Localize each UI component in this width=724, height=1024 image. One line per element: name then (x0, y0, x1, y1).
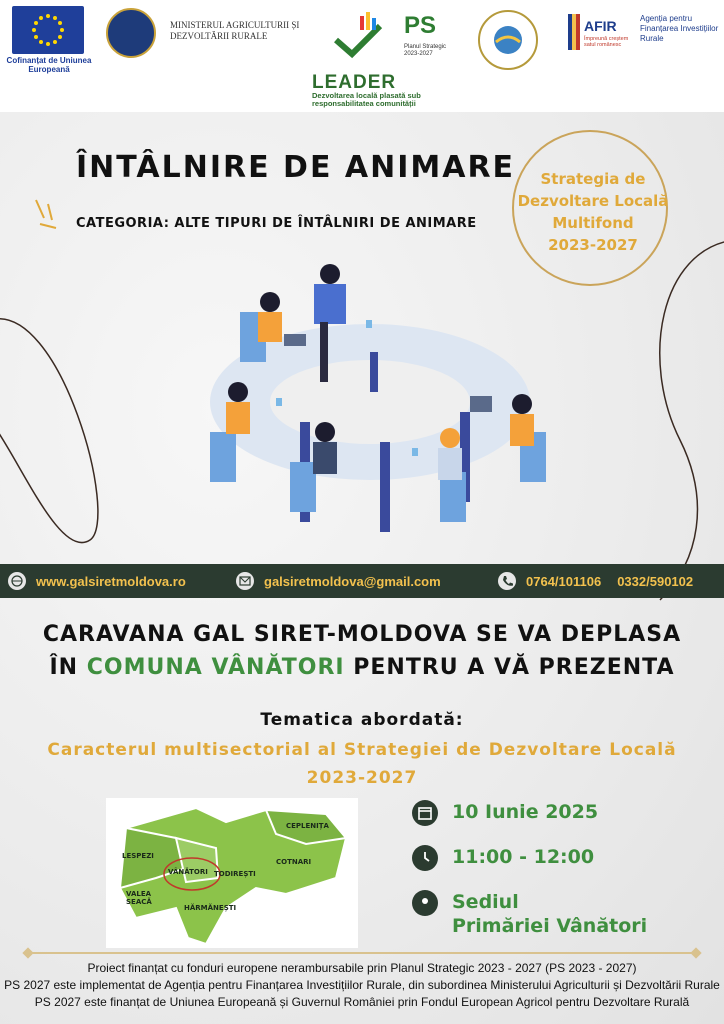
contact-website[interactable] (8, 564, 186, 598)
map-label: TODIREȘTI (214, 870, 256, 878)
tematica-line-1: Caracterul multisectorial al Strategiei de Dezvoltare Locală (47, 740, 677, 760)
strategy-text (512, 168, 674, 256)
footer-line-2: PS 2027 este implementat de Agenția pentru Finanțarea Investițiilor Rurale, din subordinea Ministerului Agriculturii și Dezvoltării Rurale (4, 978, 720, 992)
leader-title: LEADER (312, 72, 397, 93)
event-time (412, 845, 594, 871)
website-link[interactable]: www.galsiretmoldova.ro (36, 573, 186, 589)
announcement-suffix: PENTRU A VĂ PREZENTA (344, 655, 675, 680)
afir-tagline: Împreună creștem satul românesc (584, 36, 629, 48)
calendar-icon (412, 800, 438, 826)
strategy-line: Strategia de (540, 170, 646, 188)
email-link[interactable]: galsiretmoldova@gmail.com (264, 573, 441, 589)
footer-divider (28, 952, 698, 954)
afir-emblem-icon (566, 14, 582, 50)
clock-icon (412, 845, 438, 871)
afir-name: AFIR (584, 18, 617, 34)
strategy-line: Multifond (552, 214, 634, 232)
contact-email[interactable] (236, 564, 441, 598)
announcement-line-1: CARAVANA GAL SIRET-MOLDOVA SE VA DEPLASA (42, 622, 682, 647)
event-category: CATEGORIA: ALTE TIPURI DE ÎNTÂLNIRI DE ANIMARE (76, 216, 477, 231)
contact-phones (498, 564, 693, 598)
romanian-government-logo (106, 8, 156, 58)
location-line-1: Sediul (452, 891, 519, 913)
footer (0, 960, 724, 1011)
announcement-highlight: COMUNA VÂNĂTORI (86, 655, 345, 680)
afir-agency: Agenția pentru Finanțarea Investițiilor Rurale (640, 14, 719, 43)
announcement (0, 618, 724, 684)
phone-number-1[interactable]: 0764/101106 (526, 573, 602, 589)
location-pin-icon (412, 890, 438, 916)
announcement-line-2 (0, 651, 724, 684)
map-label: LESPEZI (122, 852, 154, 860)
event-location (412, 890, 647, 938)
map-label: CEPLENIȚA (286, 822, 329, 830)
event-date (412, 800, 598, 826)
tematica-label: Tematica abordată: (260, 710, 464, 730)
footer-line-1: Proiect finanțat cu fonduri europene nerambursabile prin Planul Strategic 2023 - 2027 (PS 2023 - 2027) (87, 961, 637, 975)
phone-number-2[interactable]: 0332/590102 (617, 573, 694, 589)
time-text: 11:00 - 12:00 (452, 846, 595, 868)
eu-flag-logo (12, 6, 84, 54)
phone-icon (498, 572, 516, 590)
ps-logo (330, 10, 460, 70)
region-map (106, 798, 358, 948)
date-text: 10 Iunie 2025 (452, 801, 599, 823)
eu-caption: Cofinanțat de Uniunea Europeană (6, 56, 92, 74)
leader-subtitle: Dezvoltarea locală plasată sub responsabilitatea comunității (312, 91, 421, 108)
ministry-name: MINISTERUL AGRICULTURII ȘI DEZVOLTĂRII RURALE (170, 20, 300, 41)
map-label: HĂRMĂNEȘTI (184, 904, 237, 912)
page-title: ÎNTÂLNIRE DE ANIMARE (76, 150, 516, 185)
strategy-line: Dezvoltare Locală (517, 192, 669, 210)
ps-logo-text: PS (404, 12, 437, 39)
location-text (452, 890, 647, 938)
mail-icon (236, 572, 254, 590)
gal-round-logo (478, 10, 538, 70)
meeting-illustration (180, 262, 560, 552)
map-label: VÂNĂTORI (168, 868, 208, 876)
announcement-prefix: ÎN (49, 655, 87, 680)
map-label: COTNARI (276, 858, 312, 866)
location-line-2: Primăriei Vânători (452, 915, 648, 937)
tematica-text (20, 736, 704, 792)
footer-line-3: PS 2027 este finanțat de Uniunea Europeană și Guvernul României prin Fondul European Agricol pentru Dezvoltare Rurală (34, 995, 690, 1009)
ps-logo-caption: Planul Strategic 2023-2027 (404, 44, 447, 57)
strategy-line: 2023-2027 (548, 236, 638, 254)
tematica-line-2: 2023-2027 (306, 768, 418, 788)
globe-icon (8, 572, 26, 590)
map-label: VALEA SEACĂ (126, 890, 152, 906)
